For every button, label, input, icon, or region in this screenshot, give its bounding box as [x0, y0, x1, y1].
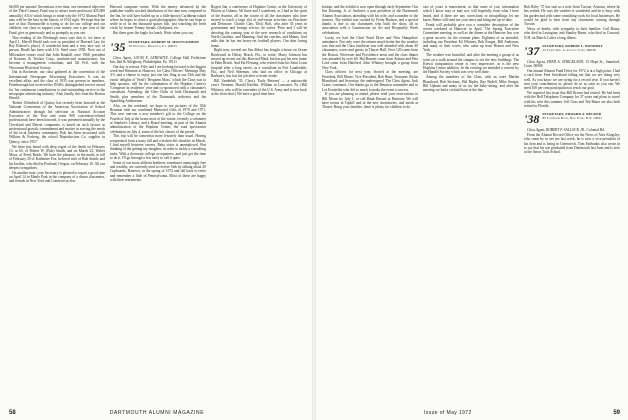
secretary-name: SECRETARY, ROBERT L. BONEBOY	[542, 43, 603, 48]
issue-date: Issue of May 1972	[424, 410, 472, 416]
paragraph: Harvard computer center. With the money advanced by the publisher widely stocked distributors of the time now compared to the Inn, he will have bailed up in a little-known Caribbean island where he hopes to shoot a good photographic film he can hope to settle in of its ten thousand spawn fish, just watching the fresh vivid, by former Tenney friends, Glubjoans, etc.	[110, 5, 206, 31]
paragraph: Bill Vanderbilt '35, Class's 'Early Retirees' — a nationwide year's Vermont, Harold Kniffen, William in Lancaster, Pa. (Bill Whitney, who will be a member of the U.S. Army and is now back at the front door.) We have a good time here.	[211, 79, 307, 96]
class-agent: Class Agent, ROBERT F. SALLOCK JR., Colonial Rd.	[527, 128, 605, 133]
paragraph: Out in Rochester, our class gathered at the convention of the International Newspaper Advertising Executives. It was an excellent affair, and the class of 1935 was present in numbers. Peterborough has received the INAEs distinguished service award for 'his continuous contributions to and outstanding service to the newspaper advertising industry.' And, finally, this from the Boston Herald:	[9, 70, 105, 101]
agent-label: Class Agent, LOUIS E. LEBOWITZ	[113, 55, 168, 60]
class-year: '37	[524, 43, 540, 57]
paragraph: Some of our more affluent brethren, sometimes annoyingly free and wealthy, are currently tend to receive Oak by talking about 20 Cupboards, Hanover, in the spring of 1972 and fall back to retire and remember a little of Pennsylvania. Most of these are happy with their retirements.	[110, 160, 206, 182]
page-number: 59	[613, 410, 620, 416]
paragraph: Right now, several are Jim Abbot has bought a house on Ocean Boulevard in Delray Beach, Fla., to retire; Marty Johnson has moved up recent out this Harvard Maid, but has put his new home in Palm Beach. And Pat Fleming, who retired from his Saint Louis hospital after a long career, as a consultant in Fort Lauderdale, Fla., and Neil Sherman, who had an office in Chicago at Barbara's, has lost his job after a recent stroke.	[211, 48, 307, 79]
paragraph: Lucky we had the Chief Fund Drive and New Hampshire attendance. Not only were the returns much better but the weather was fine and the Class luncheon was well attended with about 40 classmates, wives and guests in Thayer Hall. Over 120 came from the Boston, Worcester and Providence areas and the class dinner was attended by over 60. Hal Burnett came from Atlanta and Pete Lord came from Hartford; John Whitney brought a group from New York.	[322, 35, 418, 70]
agent-address: College Hall Fieldstone Inn, Ilad & Allegheny, Philadelphia, Pa. 19111	[110, 55, 206, 64]
paragraph: Rogers Inn, a conference of Hopkins Center, at the University of Illinois at Urbana. All three and I wondered, as I had in the spirit of the Sunrise, all in the course of all the classmates who have moved to teach a large slot of real-estate activities on Peachtree and Delaware. Charlie Clay, 'Dick' Bolt, who after 35 years in government and foreign service, he writes 'Price and I will be devoting the coming year to the new research of conditions on North Carolina,' and Manning. And the coaches, and Manny. Gud adds that he has ten heavy-set football players. Our dear loving home.	[211, 5, 307, 48]
agent-label: Class Agent, ROBERT F. SALLOCK JR.	[527, 128, 585, 133]
magazine-title: DARTMOUTH ALUMNI MAGAZINE	[109, 410, 205, 416]
class-heading-35	[110, 40, 206, 53]
right-page	[314, 0, 628, 420]
class-agent: Class Agent, LOUIS E. LEBOWITZ, College Hall Fieldstone Inn, Ilad & Allegheny, Philadelphia, Pa. 19111	[110, 55, 206, 64]
paragraph: cars of yours is nonexistent, so that some of you, information which I know may or may not, will hopefully from what I have heard, and if there are any corrections or misspellings let me know. Better still send me your news and bring me up-to-date.	[423, 5, 519, 22]
right-column-1	[322, 5, 418, 401]
paragraph: We have just heard with deep regret of the death on February 13, at 65, of Robert W. (Bob) Smith; and on March 23, Walter Moos, of Fresh Beads. We have the pleasure, in the mails, to tell of February 29 of Katherine Fox, beloved wife of Bob Smith; and his brother, who died in Portland, Oregon, on February 10. All our deepest sympathies.	[9, 144, 105, 170]
paragraph: From the Alumni Record Office via the News of Alex Kingsley, who came by to see me last week, he is now a vice-president of his firm and is living in Greenwich. Tom Fairbanks also wrote in to say that his son graduated from Dartmouth last June and is now at the Amos Tuck School.	[524, 132, 620, 155]
paragraph: The weather was beautiful, and after the meeting a group of us went on a walk around the campus to see the new buildings. The Kiewit computation center is very impressive, as is the new Hopkins Center addition. In the evening we attended a concert by the Handel Society which was very well done.	[423, 53, 519, 75]
paragraph: Among the members of the Class, with us were Martha Blanchard, Bob Stickney, Hal Ripley, Ray Bedell, Mike Sturgis, Bill Upham and many of us for the baby-sitting, and after the meeting we had a cocktail hour at the Inn.	[423, 75, 519, 93]
class-heading-38	[524, 112, 620, 125]
paragraph: Our annual Alumni Fund Drive for 1972 is at a high point. I had a card from Fred Strickland telling me that we are doing very well. As you know we are trying for a record year. If you haven't sent your contribution in, please do so as soon as you can. We need 100 per cent participation to reach our goal.	[524, 68, 620, 91]
left-column-2	[110, 5, 206, 401]
class-agent: Class Agent, FRED A. STRICKLAND, 15 Hope St., Stamford, Conn. 06906	[524, 59, 620, 69]
agent-address: Colonial Rd.	[586, 128, 605, 133]
class-year: '35	[110, 39, 126, 53]
paragraph: Class officers for next year, elected at the meeting, are President, Bill Morse; Vice-President, Bob Hunt; Treasurer, Rufus Blanchard; and Secretary, the undersigned. The Class Agent, Jack Crane, continues. Our thanks go to the Reunion committee and to Les Kosterlitz who did so much to make the event a success.	[322, 70, 418, 92]
agent-address: 15 Hope St., Stamford, Conn. 06906	[524, 59, 620, 69]
secretary-address: 13 Curtis Rd., Lakeville, Conn. 06039	[542, 47, 596, 52]
right-column-2	[423, 5, 519, 401]
paragraph: 66,000 per annum! (Inventions over time, our esteemed objective of the Third Century Fund was to attract more professors $25,000 annually.) All of which brings to mind why the 1972 Alumni Fund may well be the best in the history of 1914 right. We hope that the size of that Thomasville is trying to do for our college and our children, our class to support your money one a per cent of the Fund, give as generously and as promptly as you can.	[9, 5, 105, 35]
left-column-1	[9, 5, 105, 401]
left-footer	[0, 408, 314, 418]
secretary-name: SECRETARY, EDWARD A. BECKER	[542, 112, 602, 117]
paragraph: If you are planning to attend, please send your reservations to Bill Morse by July 1, or call Hank Bassett at Hanover. We will have rooms in Topliff and in the new dormitories, and meals at Thayer. Bring your families; there is plenty for children to do.	[322, 92, 418, 110]
paragraph: bottom, and the exhibit is now open through early September. Our Jim Dunning, Jr. of Andover, a past president of the Dartmouth Alumni Association, attending with his wife, and a number of the trustees. The exhibit was curated by Ferdy Hudson, and a special thanks is due to our classmates who built the show, all in association with a Commission on Art and Hospitality Week celebrations.	[322, 5, 418, 35]
paragraph: This trip will be somewhat more leisurely than usual. Having recuperated from a nasty fall and a broken left shoulder in March, I find myself between careers. Baby sister is unemployed. Was thinking of the getting my daughter, in order to tackle a consulting tasks. With a doctorate college acceptances, and just get the time to do it, I'll go through a few early to call it quits.	[110, 134, 206, 160]
left-column-3	[211, 5, 307, 401]
class-year: '38	[524, 112, 540, 126]
right-footer	[314, 408, 628, 418]
secretary-name: SECRETARY, ROBERT M. MONTGOMERY	[128, 39, 200, 44]
agent-label: Class Agent, FRED A. STRICKLAND	[527, 59, 584, 64]
paragraph: That reading of the Pittsburgh news says that it: we have at April 1, Merrill Heald took over as president of Harvard Law (in Ray Roberts's place). A wonderful man and a very nice sort of person, Heald has been with U.S. Steel since 1958. Next out of Milwaukee comes word that John Randall, once 1968, president of Kearney & Trecker Corp., machine-tool manufacturer, has become a management consultant, and Gil Fell, with the Wisconsin Historical Society.	[9, 35, 105, 70]
paragraph: Also, on the weekend, we hope to see pictures of the 35th Reunion with our combined Memorial Gifts of 1970 and 1971. This new one-son a new member's gift to the College on the Fourth of July at the house most of the winter, recently a volunteer at Stephen's Library, and a Board meeting, as part of the Alumni administration of the Hopkins Center, the road spectacular celebration on July 4, some of the hot classes of the period.	[110, 103, 206, 134]
paragraph: News of deaths, with sympathy to their families: Carl Bruns, who died in Lexington; and Stanley Burns, who died in Concord, N.H. on March 2 after a long illness.	[524, 26, 620, 40]
paragraph: 'Robert Offenbeck of Quincy has recently been honored at the National Convention of the American Association of School Administrators through his selection as National Account Executive of the Year and some 900 convention-related professionals have been honored, it was presented annually by the Cleveland and Detroit companies, is based on such factors as professional growth, commitment and motive in serving the needs of the local business community. Bob has been associated with Wilkins & Fosberg, the school Reproduction Co. supplier in Quincy, since 1957.'	[9, 101, 105, 144]
paragraph: Frank will probably give you a complete description of the recent weekend at Hanover in April. The Spring Executive Committee meeting, as well as the dinner at the Hanover Inn, was a great success for the reunion plans. Eighteen of us attended, including our President Ed Whitney, Bob Kruger, Bill Anderson, and many of their wives, who came up from Boston and New York.	[423, 22, 519, 53]
paragraph: Bob Riley '37 has sent us a note from Tucson, Arizona, where he has retired. He says the weather is wonderful and he is busy with his garden and with some consulting work for local businesses. He would be glad to hear from any classmates coming through Tucson.	[524, 5, 620, 27]
paragraph: We reported last issue that Bill Brown had retired. He had been with the Bell Telephone Company for 37 years and plans to travel with his wife this summer. Jeff Goss and Ted Bauer are also both retired in Florida.	[524, 90, 620, 108]
right-column-3	[524, 5, 620, 401]
page-number: 58	[9, 410, 16, 416]
secretary-address: 70 Woodhill, Deerfield, Ill. 60015	[128, 43, 178, 48]
paragraph: But there goes the bugle for lunch. Write when you can.	[113, 31, 194, 36]
secretary-address: 85 Landmark Road, New York, N.Y. 10021	[542, 116, 603, 121]
paragraph: Our day is serious. Fifty and I are looking forward to the biggest week-end Reunion at Hanover, for Class Officers' Meetings May 4-5, and a chance to enjoy just one last fling at our 35th and the exotic delights of Verdi's 'Requiem Mass,' which the Class was to help sponsor, will be the culmination of the Hopkins Center's 'Composer in residence' year and co-sponsored with a classmate's consultant. Attending: the Glee Clubs of both Dartmouth and Smith, plus members of the Dartmouth orchestra and the Spaulding Auditorium.	[110, 64, 206, 104]
paragraph: On another note, your Secretary is pleased to report a good time on April 14 in Menlo Park in the company of a dozen classmates, and friends in New York and Connecticut also.	[9, 170, 105, 184]
class-heading-37	[524, 44, 620, 57]
